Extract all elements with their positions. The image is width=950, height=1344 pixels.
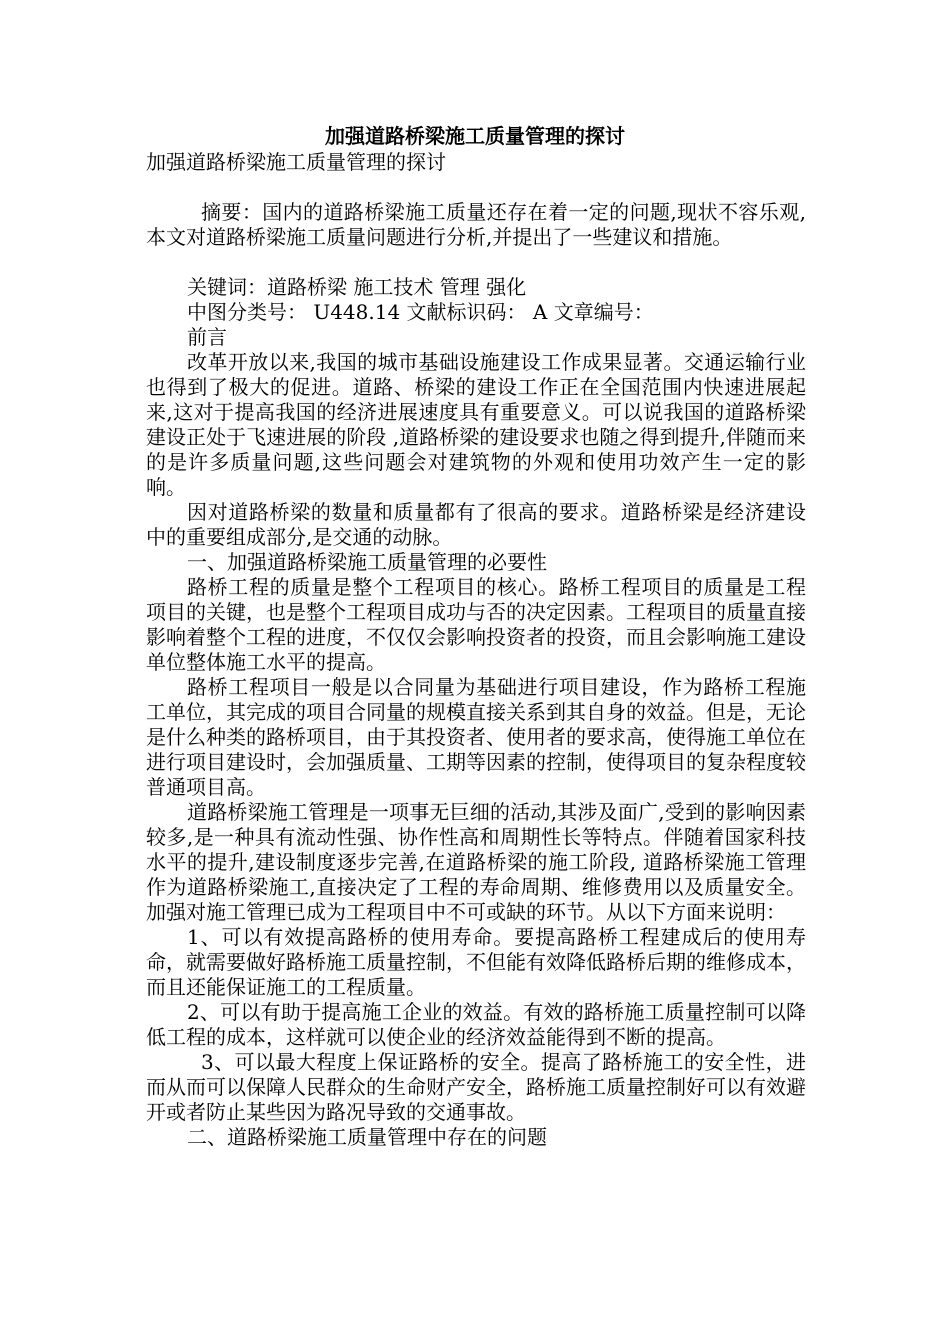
body-paragraph: 道路桥梁施工管理是一项事无巨细的活动,其涉及面广,受到的影响因素较多,是一种具有流动性强、协作性高和周期性长等特点。伴随着国家科技水平的提升,建设制度逐步完善,在道路桥梁的施工阶段, 道路桥梁施工管理作为道路桥梁施工,直接决定了工程的寿命周期、维修费用以及质量安全。加强对施工管理已成为工程项目中不可或缺的环节。从以下方面来说明： [146,800,806,924]
document-subtitle: 加强道路桥梁施工质量管理的探讨 [146,150,446,174]
keywords-line: 关键词：道路桥梁 施工技术 管理 强化 [187,275,527,299]
classification-line: 中图分类号： U448.14 文献标识码： A 文章编号： [187,300,654,324]
document-title: 加强道路桥梁施工质量管理的探讨 [325,124,625,148]
abstract-paragraph: 摘要：国内的道路桥梁施工质量还存在着一定的问题,现状不容乐观,本文对道路桥梁施工质量问题进行分析,并提出了一些建议和措施。 [146,200,806,249]
preface-heading: 前言 [187,325,227,349]
body-paragraph: 路桥工程项目一般是以合同量为基础进行项目建设，作为路桥工程施工单位，其完成的项目合同量的规模直接关系到其自身的效益。但是，无论是什么种类的路桥项目，由于其投资者、使用者的要求高，使得施工单位在进行项目建设时，会加强质量、工期等因素的控制，使得项目的复杂程度较普通项目高。 [146,675,806,799]
document-body [146,150,806,1150]
section-heading: 二、道路桥梁施工质量管理中存在的问题 [187,1125,547,1149]
spacer [146,250,806,275]
section-heading: 一、加强道路桥梁施工质量管理的必要性 [187,550,547,574]
spacer [146,175,806,200]
body-paragraph: 改革开放以来,我国的城市基础设施建设工作成果显著。交通运输行业也得到了极大的促进。道路、桥梁的建设工作正在全国范围内快速进展起来,这对于提高我国的经济进展速度具有重要意义。可以说我国的道路桥梁建设正处于飞速进展的阶段 ,道路桥梁的建设要求也随之得到提升,伴随而来的是许多质量问题,这些问题会对建筑物的外观和使用功效产生一定的影响。 [146,350,806,499]
list-item: 1、可以有效提高路桥的使用寿命。要提高路桥工程建成后的使用寿命，就需要做好路桥施工质量控制，不但能有效降低路桥后期的维修成本，而且还能保证施工的工程质量。 [146,925,806,999]
body-paragraph: 路桥工程的质量是整个工程项目的核心。路桥工程项目的质量是工程项目的关键，也是整个工程项目成功与否的决定因素。工程项目的质量直接影响着整个工程的进度，不仅仅会影响投资者的投资，而且会影响施工建设单位整体施工水平的提高。 [146,575,806,674]
list-item: 2、可以有助于提高施工企业的效益。有效的路桥施工质量控制可以降低工程的成本，这样就可以使企业的经济效益能得到不断的提高。 [146,1000,806,1049]
list-item: 3、可以最大程度上保证路桥的安全。提高了路桥施工的安全性，进而从而可以保障人民群众的生命财产安全，路桥施工质量控制好可以有效避开或者防止某些因为路况导致的交通事故。 [146,1050,806,1124]
body-paragraph: 因对道路桥梁的数量和质量都有了很高的要求。道路桥梁是经济建设中的重要组成部分,是交通的动脉。 [146,500,806,549]
